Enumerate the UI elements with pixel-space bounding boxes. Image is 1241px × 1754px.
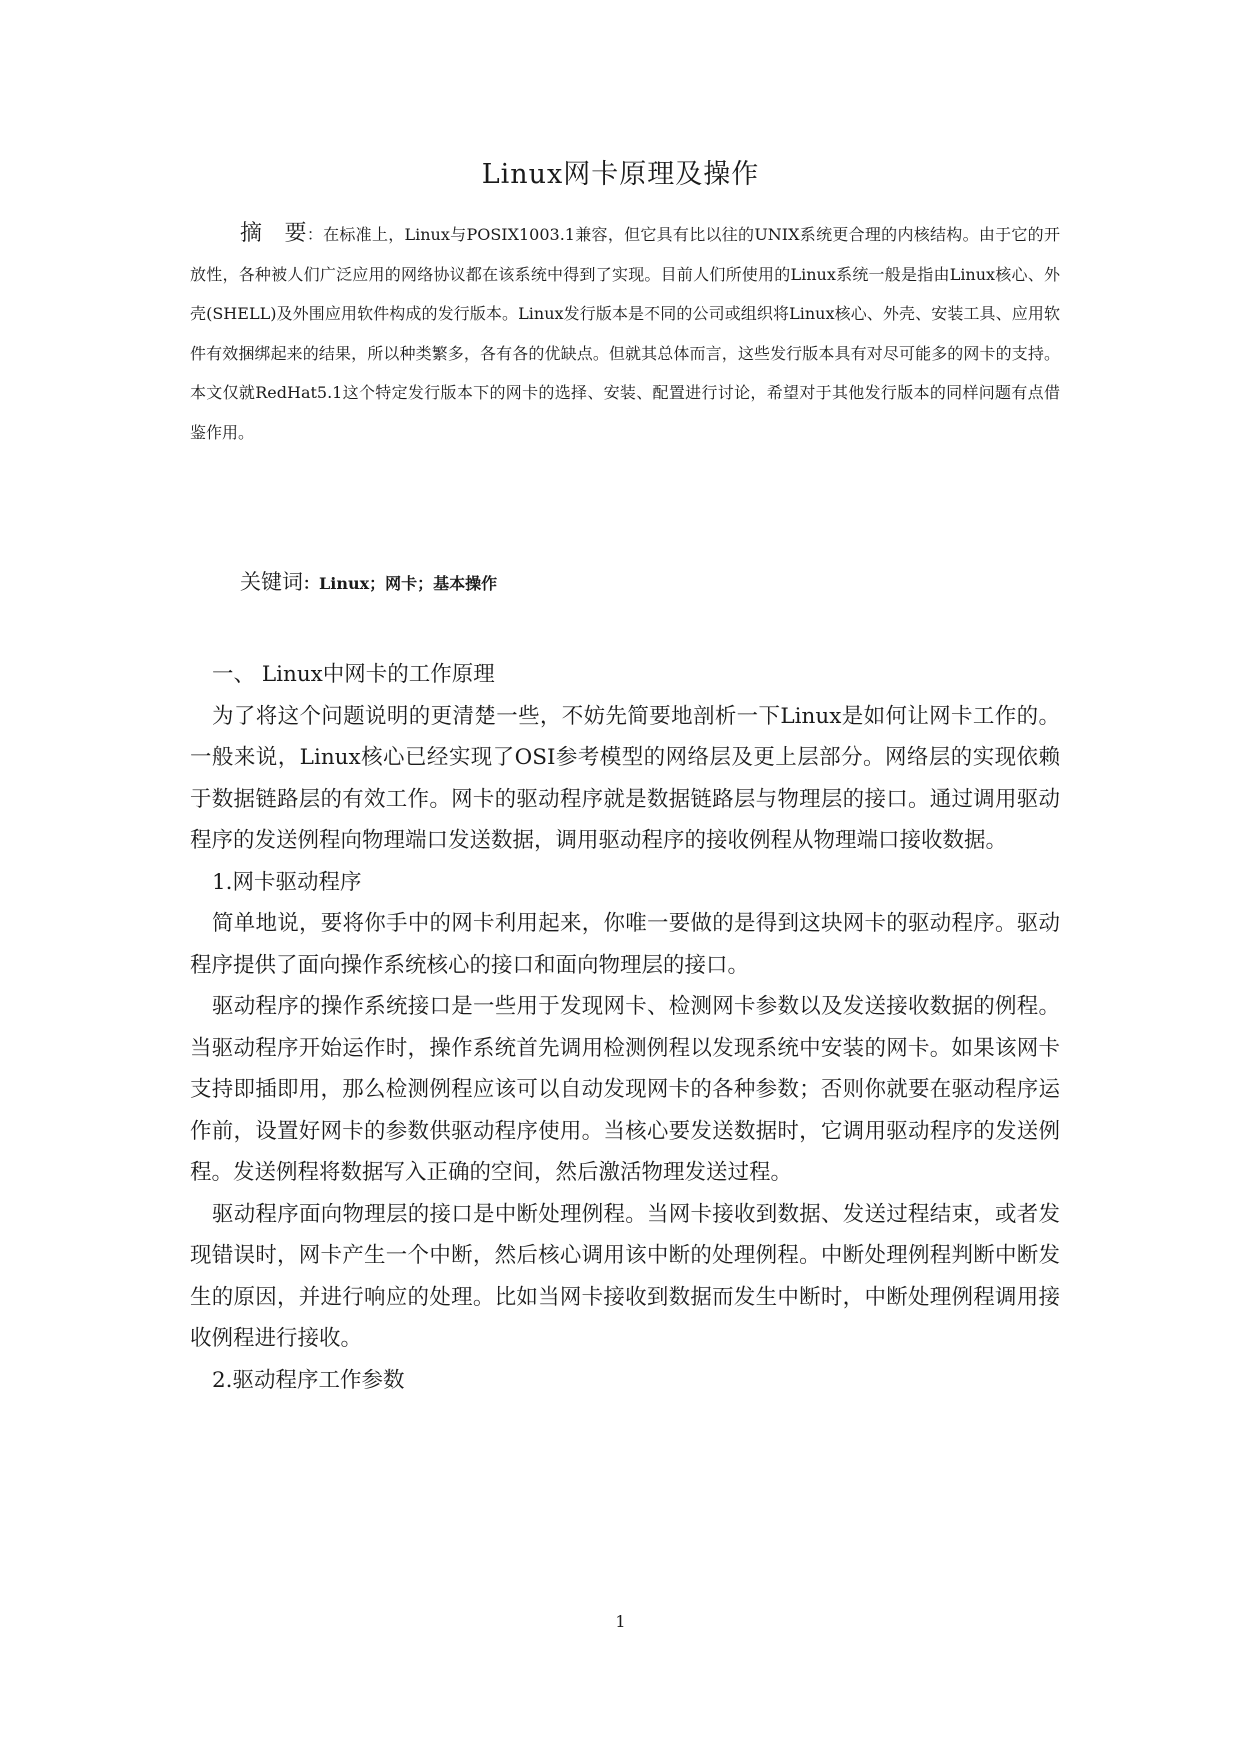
document-title: Linux网卡原理及操作 [481,159,760,190]
body-text [190,654,1060,1401]
section-1-paragraph-1: 为了将这个问题说明的更清楚一些，不妨先简要地剖析一下Linux是如何让网卡工作的。一般来说，Linux核心已经实现了OSI参考模型的网络层及更上层部分。网络层的实现依赖于数据链路层的有效工作。网卡的驱动程序就是数据链路层与物理层的接口。通过调用驱动程序的发送例程向物理端口发送数据，调用驱动程序的接收例程从物理端口接收数据。 [190,703,1060,853]
abstract-text: 在标准上，Linux与POSIX1003.1兼容，但它具有比以往的UNIX系统更合理的内核结构。由于它的开放性，各种被人们广泛应用的网络协议都在该系统中得到了实现。目前人们所使用的Linux系统一般是指由Linux核心、外壳(SHELL)及外围应用软件构成的发行版本。Linux发行版本是不同的公司或组织将Linux核心、外壳、安装工具、应用软件有效捆绑起来的结果，所以种类繁多，各有各的优缺点。但就其总体而言，这些发行版本具有对尽可能多的网卡的支持。本文仅就RedHat5.1这个特定发行版本下的网卡的选择、安装、配置进行讨论，希望对于其他发行版本的同样问题有点借鉴作用。 [190,225,1060,442]
section-1-heading: 一、 Linux中网卡的工作原理 [212,662,495,687]
subsection-1-paragraph-2: 驱动程序的操作系统接口是一些用于发现网卡、检测网卡参数以及发送接收数据的例程。当驱动程序开始运作时，操作系统首先调用检测例程以发现系统中安装的网卡。如果该网卡支持即插即用，那么检测例程应该可以自动发现网卡的各种参数；否则你就要在驱动程序运作前，设置好网卡的参数供驱动程序使用。当核心要发送数据时，它调用驱动程序的发送例程。发送例程将数据写入正确的空间，然后激活物理发送过程。 [190,994,1060,1185]
abstract-label-char-2: 要 [284,221,307,246]
abstract-paragraph [190,214,1060,452]
abstract-colon: ： [306,225,324,244]
subsection-1-paragraph-1: 简单地说，要将你手中的网卡利用起来，你唯一要做的是得到这块网卡的驱动程序。驱动程序提供了面向操作系统核心的接口和面向物理层的接口。 [190,911,1060,978]
keywords-text: Linux；网卡；基本操作 [319,574,498,593]
abstract-label [190,221,307,246]
keywords-colon: ： [303,574,320,593]
subsection-2-heading: 2.驱动程序工作参数 [212,1367,405,1393]
keywords-line [240,566,497,596]
keywords-label: 关键词 [240,570,303,594]
subsection-1-heading: 1.网卡驱动程序 [212,869,362,895]
abstract-label-char-1: 摘 [240,221,263,246]
page-number: 1 [615,1612,626,1631]
subsection-1-paragraph-3: 驱动程序面向物理层的接口是中断处理例程。当网卡接收到数据、发送过程结束，或者发现错误时，网卡产生一个中断，然后核心调用该中断的处理例程。中断处理例程判断中断发生的原因，并进行响应的处理。比如当网卡接收到数据而发生中断时，中断处理例程调用接收例程进行接收。 [190,1201,1060,1351]
